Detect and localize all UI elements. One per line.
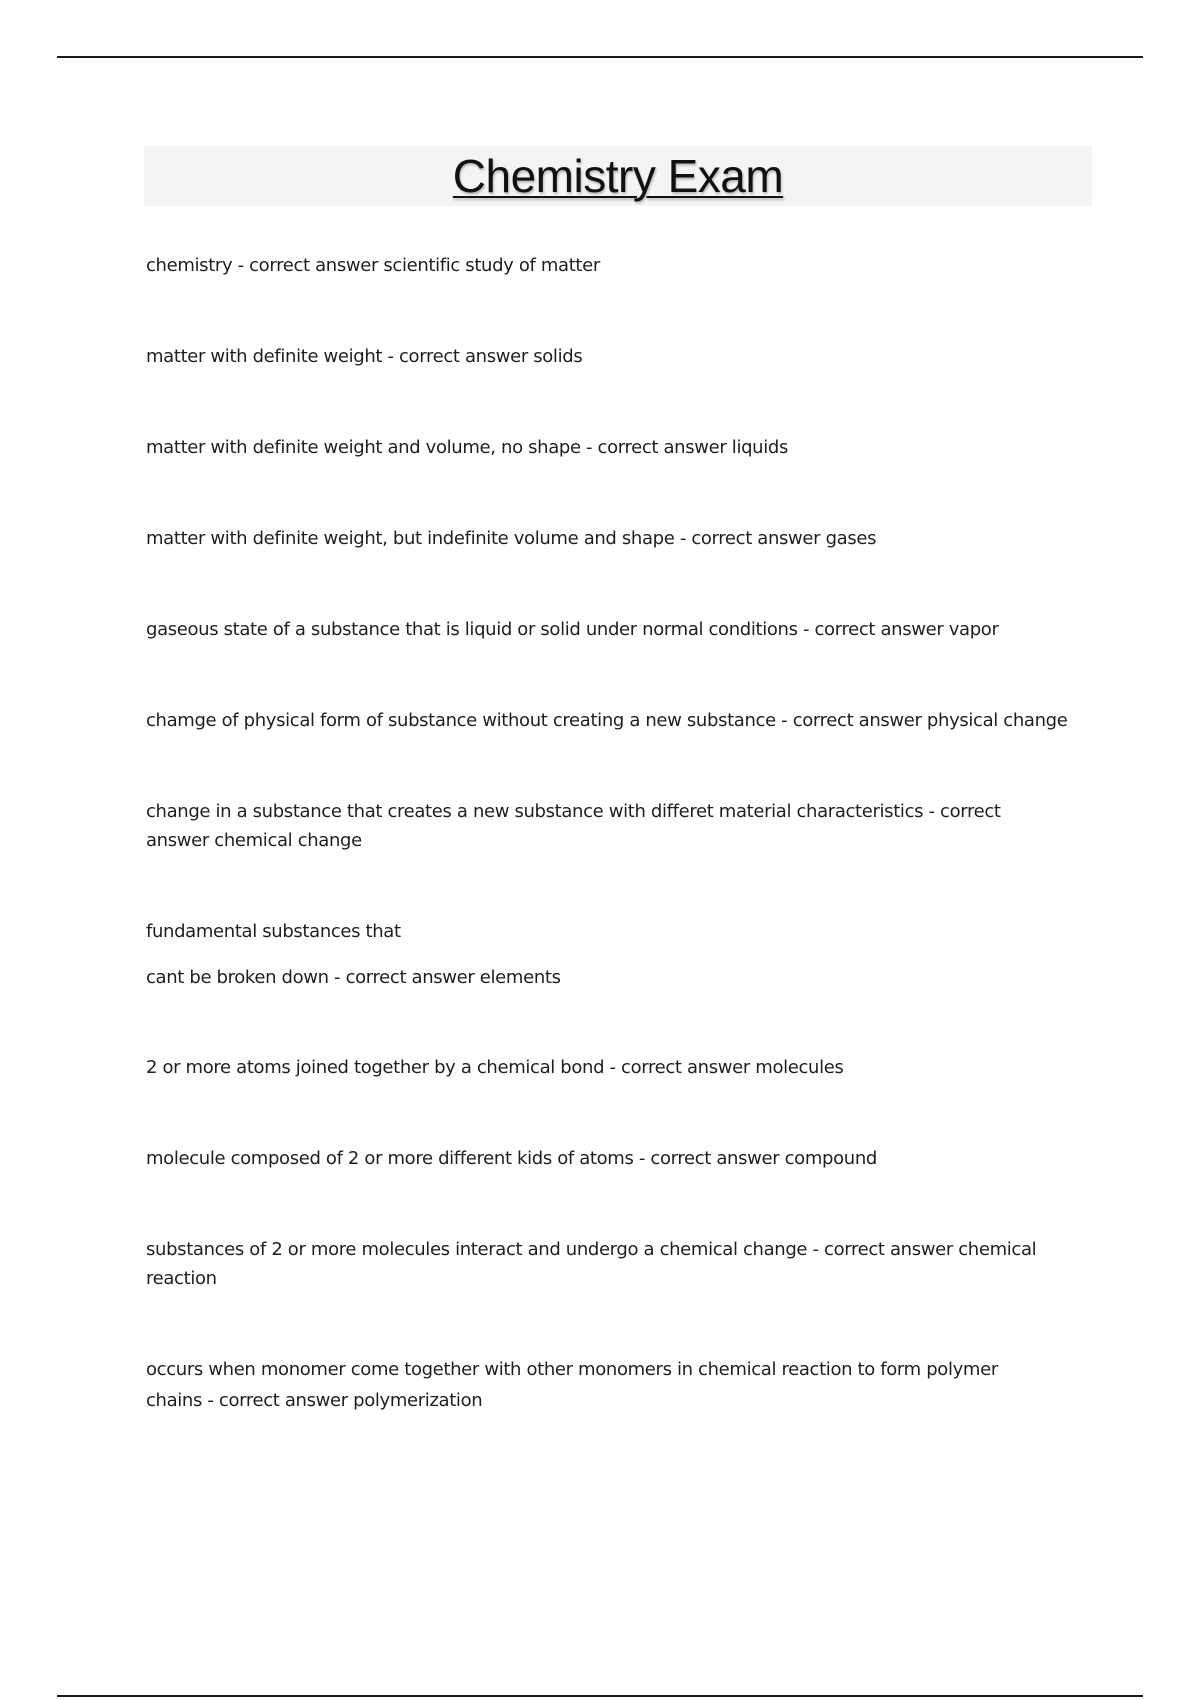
qa-line: reaction bbox=[146, 1268, 217, 1289]
qa-entry-3 bbox=[146, 433, 1096, 462]
qa-line: change in a substance that creates a new substance with differet material characteristics - correct bbox=[146, 801, 1001, 822]
qa-entry-4 bbox=[146, 524, 1096, 553]
qa-line: chains - correct answer polymerization bbox=[146, 1390, 483, 1411]
qa-line: answer chemical change bbox=[146, 830, 362, 851]
qa-line: cant be broken down - correct answer elements bbox=[146, 967, 561, 988]
qa-line: molecule composed of 2 or more different kids of atoms - correct answer compound bbox=[146, 1148, 877, 1169]
qa-line: chamge of physical form of substance without creating a new substance - correct answer physical change bbox=[146, 710, 1068, 731]
bottom-divider bbox=[57, 1695, 1143, 1697]
qa-entry-2 bbox=[146, 342, 1096, 371]
qa-entry-9 bbox=[146, 1053, 1096, 1082]
qa-entry-10 bbox=[146, 1144, 1096, 1173]
qa-line: matter with definite weight and volume, no shape - correct answer liquids bbox=[146, 437, 788, 458]
qa-entry-6 bbox=[146, 706, 1096, 735]
qa-line: matter with definite weight, but indefinite volume and shape - correct answer gases bbox=[146, 528, 877, 549]
qa-entry-8 bbox=[146, 917, 1096, 992]
qa-line: matter with definite weight - correct answer solids bbox=[146, 346, 583, 367]
qa-entry-5 bbox=[146, 615, 1096, 644]
qa-line: chemistry - correct answer scientific study of matter bbox=[146, 255, 600, 276]
qa-line: gaseous state of a substance that is liquid or solid under normal conditions - correct answer vapor bbox=[146, 619, 999, 640]
qa-entry-7 bbox=[146, 797, 1096, 855]
top-divider bbox=[57, 56, 1143, 58]
qa-line: occurs when monomer come together with other monomers in chemical reaction to form polymer bbox=[146, 1359, 998, 1380]
qa-line: substances of 2 or more molecules interact and undergo a chemical change - correct answer chemical bbox=[146, 1239, 1037, 1260]
title-banner bbox=[144, 146, 1092, 206]
qa-entry-11 bbox=[146, 1235, 1096, 1293]
qa-entry-12 bbox=[146, 1354, 1096, 1416]
page-title: Chemistry Exam bbox=[452, 150, 784, 202]
qa-line: 2 or more atoms joined together by a chemical bond - correct answer molecules bbox=[146, 1057, 844, 1078]
qa-line: fundamental substances that bbox=[146, 921, 401, 942]
qa-entry-1 bbox=[146, 251, 1096, 280]
